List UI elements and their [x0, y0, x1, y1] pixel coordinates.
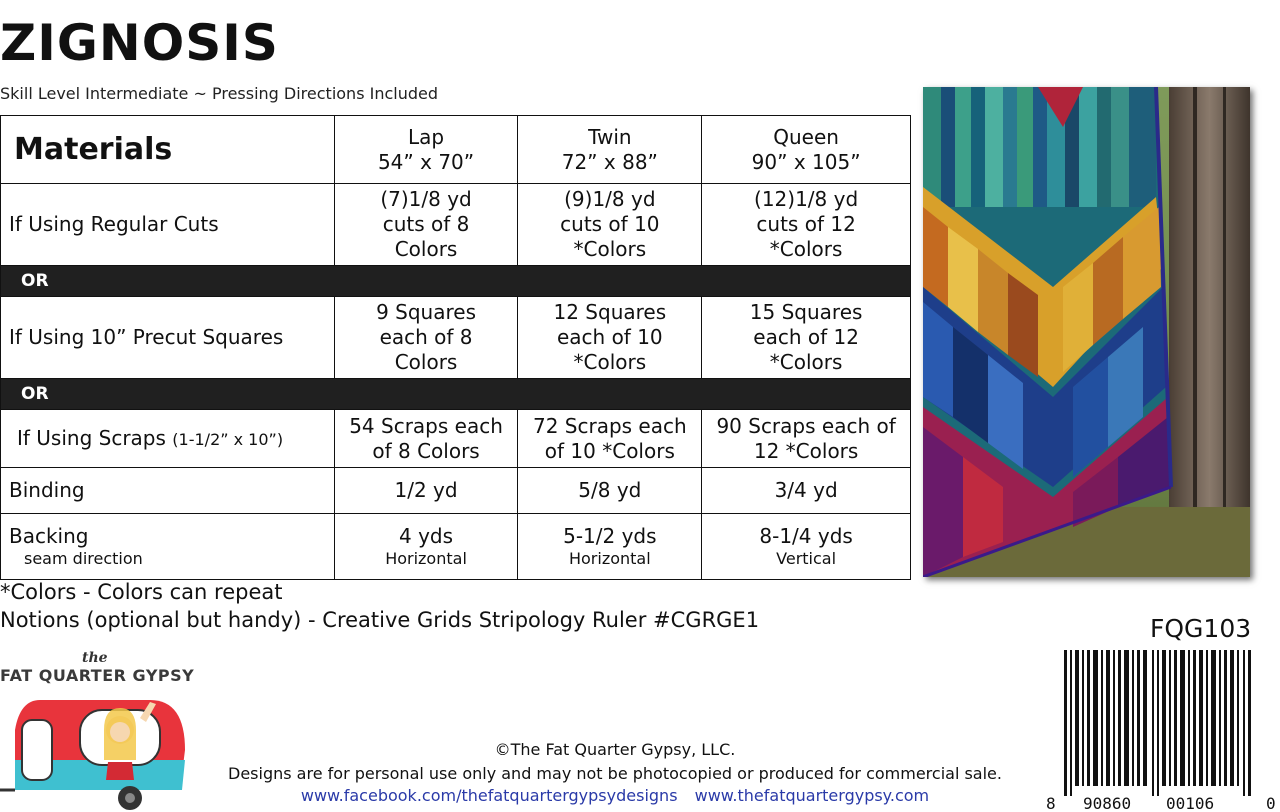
barcode-digits-right: 00106 — [1166, 794, 1215, 812]
or-label: OR — [1, 266, 911, 297]
row-label-binding: Binding — [1, 468, 335, 514]
materials-table — [0, 115, 911, 580]
barcode-digit-first: 8 — [1046, 794, 1056, 812]
barcode-digits-left: 90860 — [1083, 794, 1132, 812]
footer-links — [200, 786, 1030, 805]
cell-precut-queen: 15 Squares each of 12 *Colors — [702, 297, 911, 379]
size-header-queen: Queen 90” x 105” — [702, 116, 911, 184]
cell-binding-queen: 3/4 yd — [702, 468, 911, 514]
cell-regular-twin: (9)1/8 yd cuts of 10 *Colors — [518, 184, 702, 266]
table-header-row — [1, 116, 911, 184]
colors-note: *Colors - Colors can repeat — [0, 580, 283, 604]
barcode-digit-last: 0 — [1266, 794, 1276, 812]
page-title: ZIGNOSIS — [0, 14, 279, 72]
cell-regular-queen: (12)1/8 yd cuts of 12 *Colors — [702, 184, 911, 266]
website-link[interactable]: www.thefatquartergypsy.com — [694, 786, 930, 805]
cell-backing-queen: 8-1/4 yds Vertical — [702, 514, 911, 580]
gypsy-camper-logo-icon — [0, 690, 190, 812]
backing-sub-label: seam direction — [24, 549, 143, 568]
facebook-link[interactable]: www.facebook.com/thefatquartergypsydesigns — [300, 786, 678, 805]
cell-regular-lap: (7)1/8 yd cuts of 8 Colors — [334, 184, 518, 266]
table-row — [1, 514, 911, 580]
cell-precut-twin: 12 Squares each of 10 *Colors — [518, 297, 702, 379]
cell-precut-lap: 9 Squares each of 8 Colors — [334, 297, 518, 379]
size-header-lap: Lap 54” x 70” — [334, 116, 518, 184]
size-header-twin: Twin 72” x 88” — [518, 116, 702, 184]
table-row — [1, 468, 911, 514]
footer-copyright: ©The Fat Quarter Gypsy, LLC. — [494, 740, 736, 759]
row-label-precut-squares: If Using 10” Precut Squares — [1, 297, 335, 379]
page-subtitle: Skill Level Intermediate ~ Pressing Directions Included — [0, 84, 439, 103]
row-label-regular-cuts: If Using Regular Cuts — [1, 184, 335, 266]
quilt-photo — [923, 87, 1250, 577]
cell-scraps-lap: 54 Scraps each of 8 Colors — [334, 410, 518, 468]
or-divider — [1, 266, 911, 297]
cell-binding-lap: 1/2 yd — [334, 468, 518, 514]
logo-the: the — [82, 650, 108, 666]
scrap-size-note: (1-1/2” x 10”) — [172, 429, 284, 449]
table-row — [1, 297, 911, 379]
quilt-photo-image — [923, 87, 1250, 577]
cell-scraps-twin: 72 Scraps each of 10 *Colors — [518, 410, 702, 468]
cell-backing-twin: 5-1/2 yds Horizontal — [518, 514, 702, 580]
table-row — [1, 184, 911, 266]
table-row — [1, 410, 911, 468]
barcode-icon — [1062, 650, 1258, 796]
cell-backing-lap: 4 yds Horizontal — [334, 514, 518, 580]
cell-scraps-queen: 90 Scraps each of 12 *Colors — [702, 410, 911, 468]
row-label-backing: Backing seam direction — [1, 514, 335, 580]
materials-heading: Materials — [1, 116, 335, 184]
cell-binding-twin: 5/8 yd — [518, 468, 702, 514]
footer-disclaimer: Designs are for personal use only and may not be photocopied or produced for commercial sale. — [228, 764, 1002, 783]
logo-name: FAT QUARTER GYPSY — [0, 666, 195, 685]
product-code: FQG103 — [1150, 614, 1252, 643]
row-label-scraps: If Using Scraps (1-1/2” x 10”) — [1, 410, 335, 468]
or-divider — [1, 379, 911, 410]
or-label: OR — [1, 379, 911, 410]
notions-note: Notions (optional but handy) - Creative Grids Stripology Ruler #CGRGE1 — [0, 608, 760, 632]
